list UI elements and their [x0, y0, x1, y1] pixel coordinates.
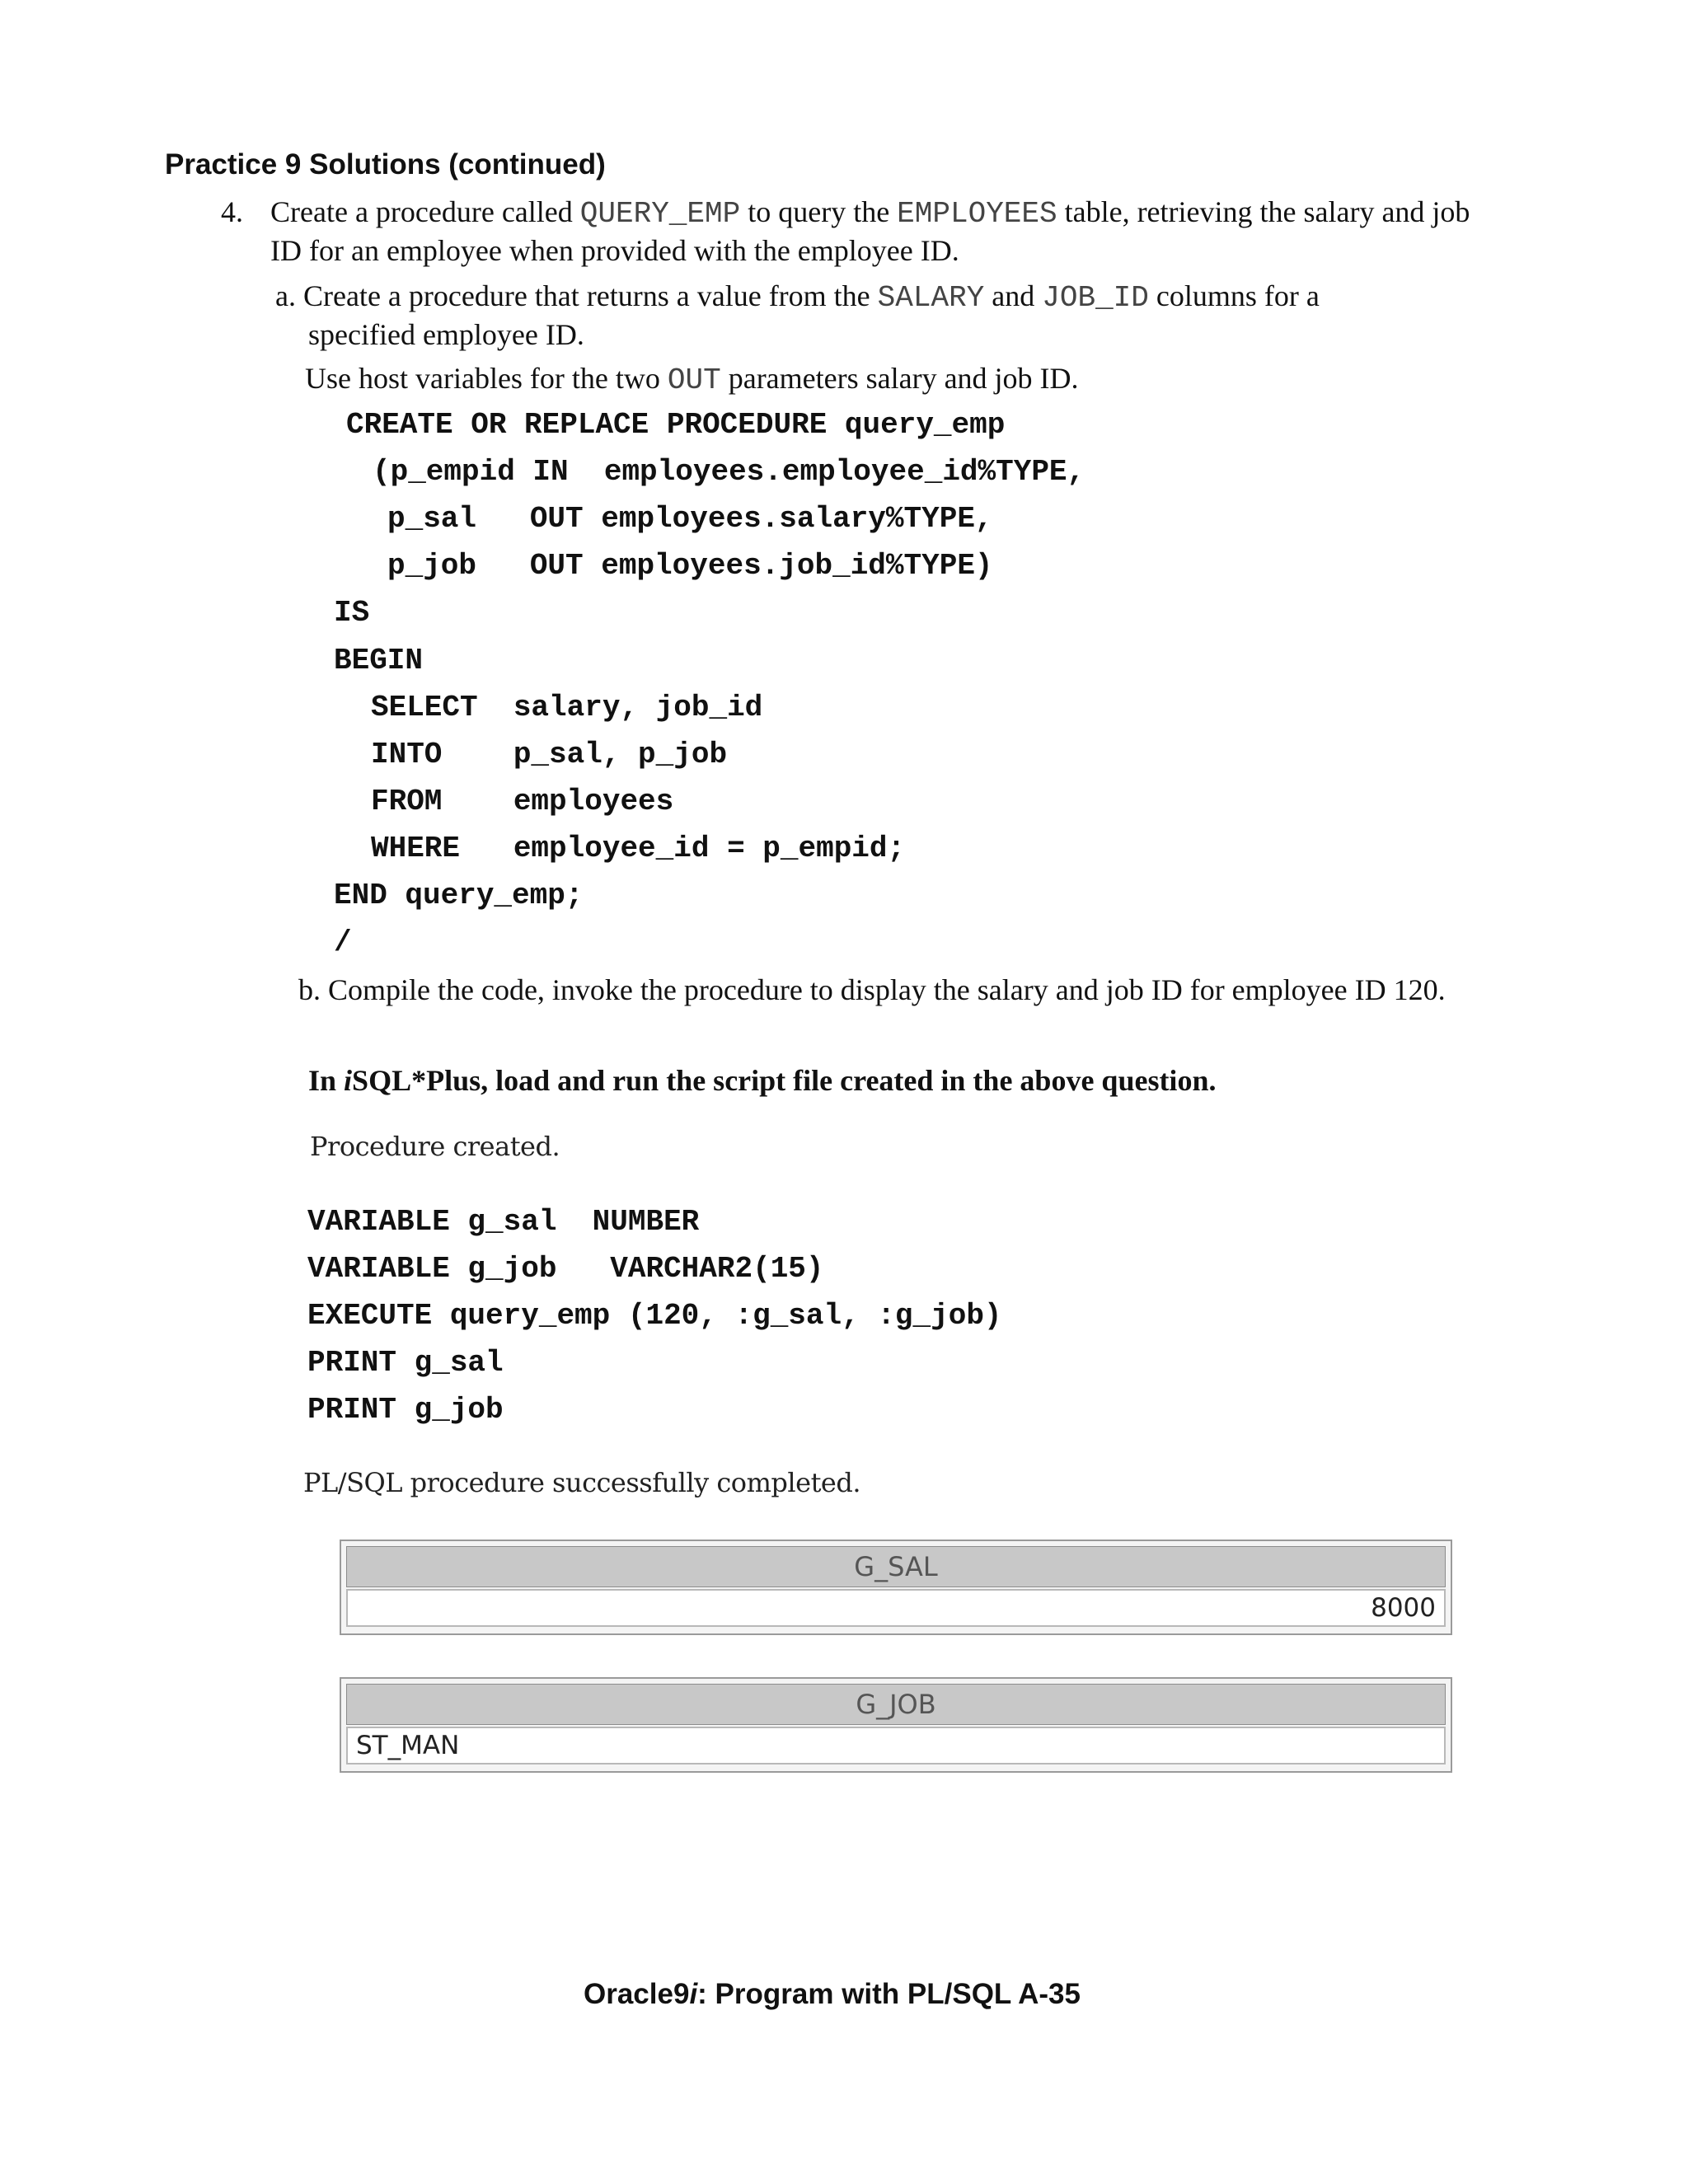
- code-line: END query_emp;: [334, 879, 584, 912]
- code-line: (p_empid IN employees.employee_id%TYPE,: [373, 455, 1085, 489]
- result-table-g-job: [340, 1677, 1452, 1773]
- code-line: SELECT salary, job_id: [371, 691, 763, 724]
- question-number: 4.: [221, 195, 243, 228]
- code-line: PRINT g_sal: [307, 1346, 504, 1380]
- part-a-line-2: specified employee ID.: [308, 318, 584, 351]
- code-line: VARIABLE g_sal NUMBER: [307, 1205, 700, 1239]
- part-a-line-3: Use host variables for the two OUT parameters salary and job ID.: [305, 362, 1079, 397]
- result-header: G_JOB: [346, 1684, 1446, 1725]
- result-header: G_SAL: [346, 1546, 1446, 1587]
- code-line: p_job OUT employees.job_id%TYPE): [387, 549, 993, 583]
- code-line: EXECUTE query_emp (120, :g_sal, :g_job): [307, 1299, 1002, 1333]
- question-4-line-1: Create a procedure called QUERY_EMP to query the EMPLOYEES table, retrieving the salary and job: [270, 195, 1470, 231]
- code-line: INTO p_sal, p_job: [371, 738, 728, 771]
- code-line: IS: [334, 596, 370, 630]
- code-line: PRINT g_job: [307, 1393, 504, 1427]
- code-line: p_sal OUT employees.salary%TYPE,: [387, 502, 993, 536]
- result-value: 8000: [346, 1589, 1446, 1627]
- result-table-g-sal: [340, 1540, 1452, 1635]
- code-line: WHERE employee_id = p_empid;: [371, 832, 906, 865]
- instruction-text: In iSQL*Plus, load and run the script file created in the above question.: [308, 1064, 1217, 1097]
- code-line: BEGIN: [334, 644, 424, 677]
- page-heading: Practice 9 Solutions (continued): [165, 148, 606, 180]
- procedure-created-output: Procedure created.: [310, 1131, 560, 1162]
- result-value: ST_MAN: [346, 1727, 1446, 1765]
- part-b-text: b. Compile the code, invoke the procedure to display the salary and job ID for employee ID 120.: [298, 973, 1446, 1006]
- question-4-line-2: ID for an employee when provided with the employee ID.: [270, 234, 959, 267]
- page-footer: Oracle9i: Program with PL/SQL A-35: [584, 1978, 1081, 2010]
- code-line: CREATE OR REPLACE PROCEDURE query_emp: [346, 408, 1006, 442]
- part-a-line-1: a. Create a procedure that returns a value from the SALARY and JOB_ID columns for a: [275, 279, 1320, 315]
- code-line: FROM employees: [371, 785, 674, 818]
- code-line: /: [334, 926, 352, 959]
- code-line: VARIABLE g_job VARCHAR2(15): [307, 1252, 824, 1286]
- procedure-completed-output: PL/SQL procedure successfully completed.: [303, 1467, 861, 1498]
